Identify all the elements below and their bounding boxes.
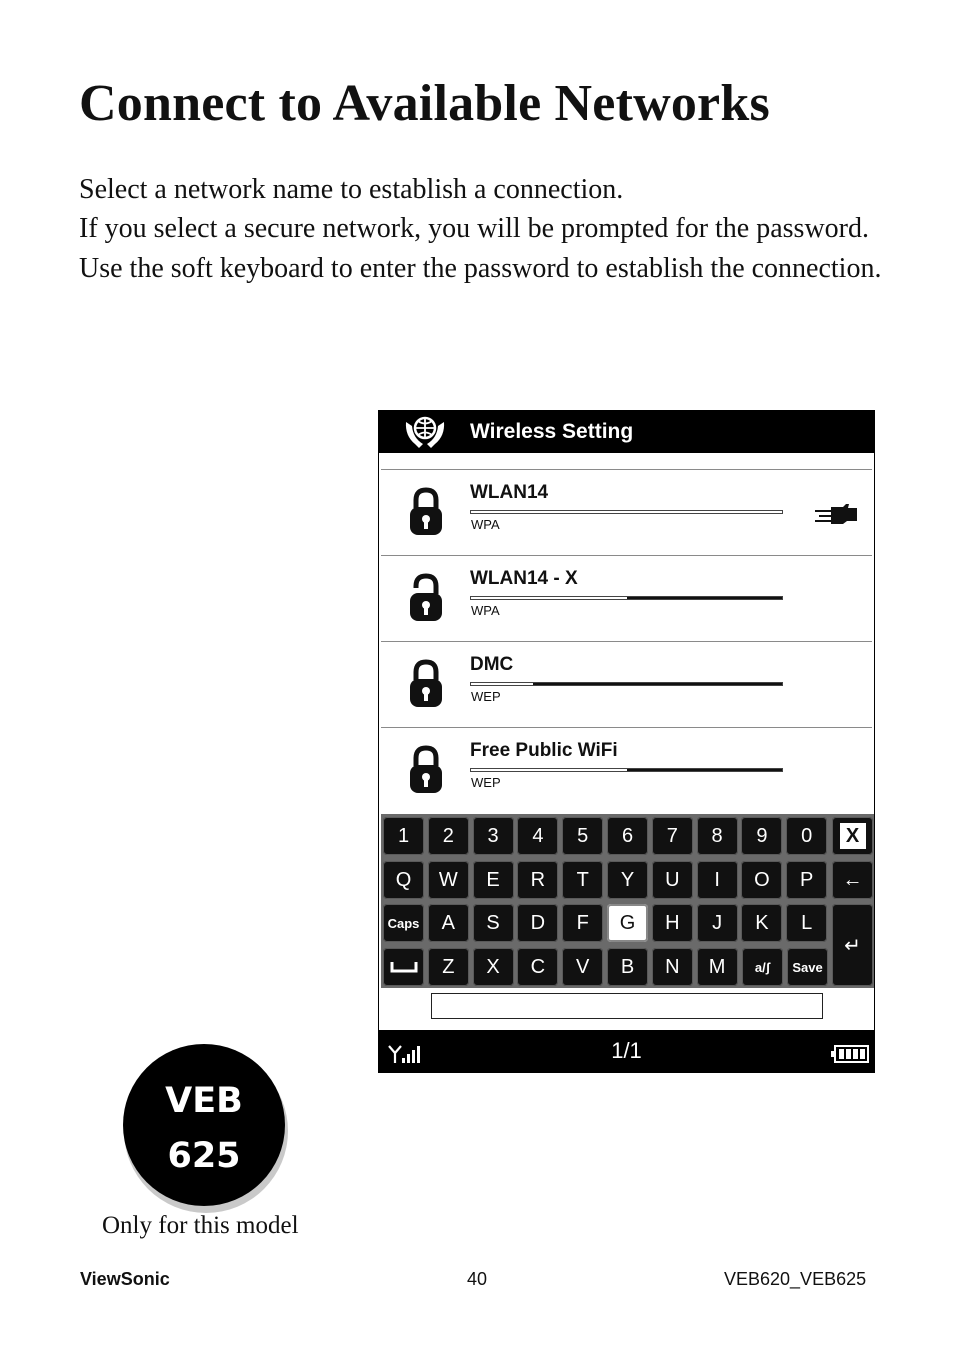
close-icon: X [840,823,866,849]
lock-icon [407,658,445,710]
key-d[interactable]: D [517,904,558,942]
network-name: Free Public WiFi [470,740,618,761]
badge-caption: Only for this model [102,1212,299,1239]
page-indicator: 1/1 [611,1038,642,1063]
lock-icon [407,744,445,796]
caps-key[interactable]: Caps [383,904,424,942]
key-9[interactable]: 9 [741,817,782,855]
network-item-wlan14[interactable] [381,469,872,554]
signal-fill [627,769,783,771]
device-screen [378,410,875,1073]
model-badge-text [124,1074,284,1184]
key-2[interactable]: 2 [428,817,469,855]
close-keyboard-key[interactable] [832,817,873,855]
signal-bar [470,682,783,686]
soft-keyboard [381,814,874,988]
badge-line-2: 625 [167,1136,241,1176]
key-b[interactable]: B [607,948,648,986]
key-3[interactable]: 3 [473,817,514,855]
security-type: WPA [471,517,500,532]
pointing-hand-icon [813,502,859,526]
key-8[interactable]: 8 [697,817,738,855]
key-f[interactable]: F [562,904,603,942]
security-type: WPA [471,603,500,618]
key-p[interactable]: P [786,861,827,899]
footer-model: VEB620_VEB625 [724,1269,867,1289]
space-icon [390,960,418,974]
backspace-key[interactable]: ← [832,861,873,899]
signal-fill [533,683,782,685]
network-item-dmc[interactable] [381,641,872,726]
network-name: WLAN14 - X [470,568,578,589]
enter-key[interactable]: ↵ [832,904,873,986]
password-area [381,988,874,1030]
badge-line-1: VEB [165,1081,243,1121]
key-i[interactable]: I [697,861,738,899]
network-name: WLAN14 [470,482,549,503]
key-l[interactable]: L [786,904,827,942]
security-type: WEP [471,689,501,704]
key-1[interactable]: 1 [383,817,424,855]
key-k[interactable]: K [741,904,782,942]
key-x[interactable]: X [473,948,514,986]
signal-bar [470,596,783,600]
network-name: DMC [470,654,514,675]
key-6[interactable]: 6 [607,817,648,855]
key-c[interactable]: C [517,948,558,986]
network-item-wlan14-x[interactable] [381,555,872,640]
key-j[interactable]: J [697,904,738,942]
key-y[interactable]: Y [607,861,648,899]
key-h[interactable]: H [652,904,693,942]
key-q[interactable]: Q [383,861,424,899]
key-5[interactable]: 5 [562,817,603,855]
key-m[interactable]: M [697,948,738,986]
network-item-free-public-wifi[interactable] [381,727,872,812]
key-g[interactable]: G [607,904,648,942]
hands-globe-icon [403,414,447,450]
save-key[interactable]: Save [787,948,828,986]
status-bar [379,1030,874,1073]
space-key[interactable] [383,948,424,986]
symbols-key[interactable]: a/ʃ [742,948,783,986]
intro-paragraph: Select a network name to establish a connection. [79,174,624,205]
footer-brand: ViewSonic [80,1269,170,1289]
header-bar [379,411,874,453]
key-0[interactable]: 0 [786,817,827,855]
lock-icon [407,486,445,538]
key-s[interactable]: S [473,904,514,942]
key-v[interactable]: V [562,948,603,986]
key-z[interactable]: Z [428,948,469,986]
key-w[interactable]: W [428,861,469,899]
signal-fill [627,597,783,599]
password-input[interactable] [431,993,823,1019]
header-title: Wireless Setting [470,420,634,443]
key-n[interactable]: N [652,948,693,986]
signal-bar [470,510,783,514]
key-r[interactable]: R [517,861,558,899]
key-o[interactable]: O [741,861,782,899]
instructions-paragraph: If you select a secure network, you will be prompted for the password. Use the soft keyboard to enter the password to establish the connection. [79,213,882,284]
key-e[interactable]: E [473,861,514,899]
key-u[interactable]: U [652,861,693,899]
key-t[interactable]: T [562,861,603,899]
signal-bar [470,768,783,772]
page-title: Connect to Available Networks [79,75,770,132]
key-7[interactable]: 7 [652,817,693,855]
key-a[interactable]: A [428,904,469,942]
unlock-icon [407,572,445,624]
footer-page-number: 40 [467,1269,488,1289]
key-4[interactable]: 4 [517,817,558,855]
battery-icon [831,1045,869,1063]
security-type: WEP [471,775,501,790]
